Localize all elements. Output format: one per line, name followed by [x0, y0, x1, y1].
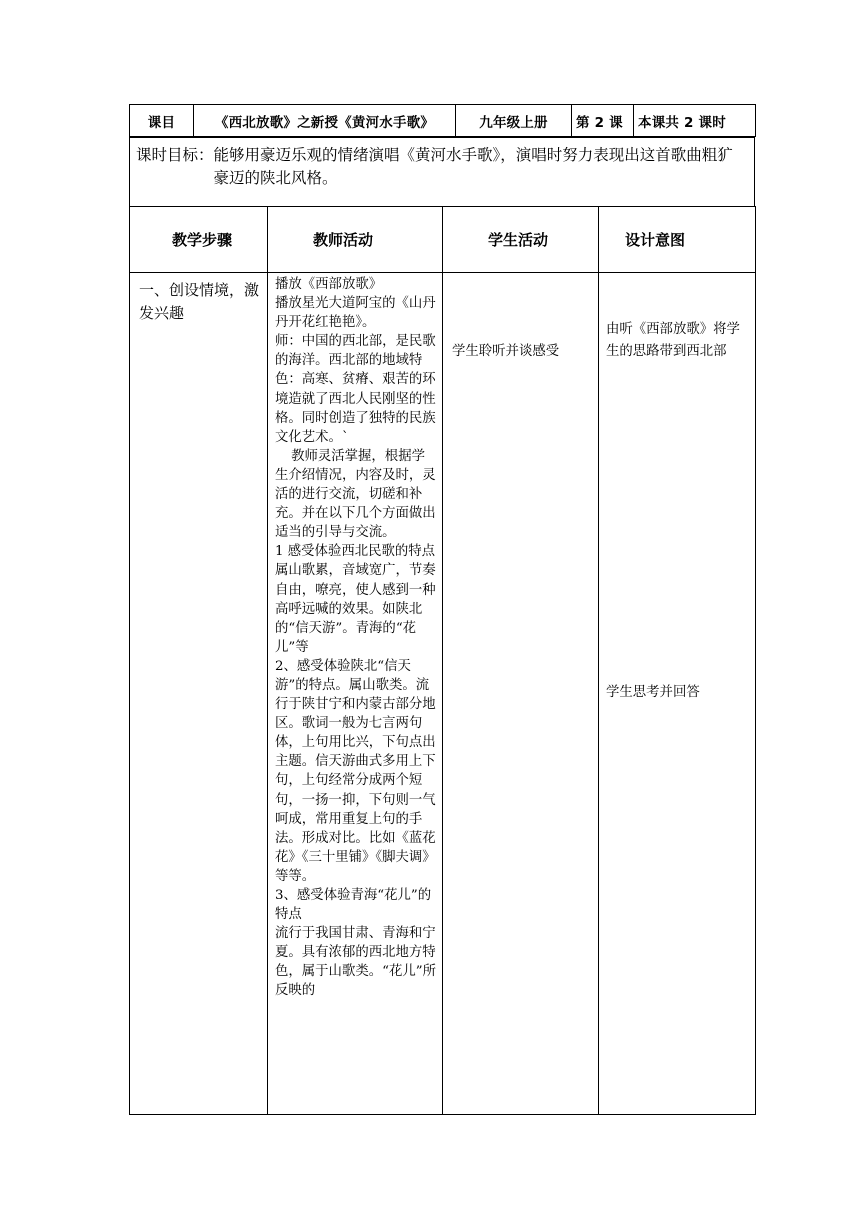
lesson-title: 《西北放歌》之新授《黄河水手歌》 — [194, 105, 456, 137]
lesson-number: 第 2 课 — [572, 105, 634, 137]
teacher-paragraph: 播放星光大道阿宝的《山丹丹开花红艳艳》。 — [275, 296, 436, 331]
goal-label: 课时目标： — [136, 146, 214, 164]
column-header-steps: 教学步骤 — [172, 231, 233, 249]
design-intent-text: 由听《西部放歌》将学生的思路带到西北部 — [606, 322, 740, 359]
student-activity-cell: 学生聆听并谈感受 — [443, 273, 599, 1115]
step-cell: 一、创设情境，激发兴趣 — [130, 273, 268, 1115]
goal-text: 能够用豪迈乐观的情绪演唱《黄河水手歌》，演唱时努力表现出这首歌曲粗犷豪迈的陕北风格。 — [213, 146, 733, 187]
teacher-paragraph: 流行于我国甘肃、青海和宁夏。具有浓郁的西北地方特色，属于山歌类。“花儿”所反映的 — [275, 926, 436, 999]
design-intent-cell — [599, 273, 756, 1115]
table-row — [130, 273, 756, 1115]
column-header-student: 学生活动 — [488, 231, 549, 249]
grade-label: 九年级上册 — [456, 105, 572, 137]
teacher-paragraph: 师：中国的西北部，是民歌的海洋。西北部的地域特色：高寒、贫瘠、艰苦的环境造就了西北人民刚坚的性格。同时创造了独特的民族文化艺术。` — [275, 334, 436, 445]
teacher-activity-cell — [268, 273, 443, 1115]
goal-table — [129, 137, 755, 207]
teacher-paragraph: 3、感受体验青海“花儿”的特点 — [275, 888, 432, 923]
column-header-row — [130, 207, 756, 273]
teacher-paragraph: 2、感受体验陕北“信天游”的特点。属山歌类。流行于陕甘宁和内蒙古部分地区。歌词一般为七言两句体，上句用比兴，下句点出主题。信天游曲式多用上下句，上句经常分成两个短句，一扬一抑，下句则一气呵成，常用重复上句的手法。形成对比。比如《蓝花花》《三十里铺》《脚夫调》等等。 — [275, 658, 436, 884]
lesson-header-table — [129, 104, 756, 137]
total-hours: 本课共 2 课时 — [634, 105, 756, 137]
goal-cell — [130, 138, 755, 207]
activity-table — [129, 206, 756, 1115]
teacher-paragraph: 播放《西部放歌》 — [275, 277, 383, 292]
subject-label: 课目 — [130, 105, 194, 137]
column-header-teacher: 教师活动 — [313, 231, 374, 249]
design-intent-answer: 学生思考并回答 — [606, 685, 700, 700]
column-header-design: 设计意图 — [625, 231, 686, 249]
teacher-paragraph: 1 感受体验西北民歌的特点属山歌累，音域宽广，节奏自由，嘹亮，使人感到一种高呼远喊的效果。如陕北的“信天游”。青海的“花儿”等 — [275, 544, 436, 655]
teacher-paragraph: 教师灵活掌握，根据学生介绍情况，内容及时，灵活的进行交流，切磋和补充。并在以下几个方面做出适当的引导与交流。 — [275, 448, 436, 541]
